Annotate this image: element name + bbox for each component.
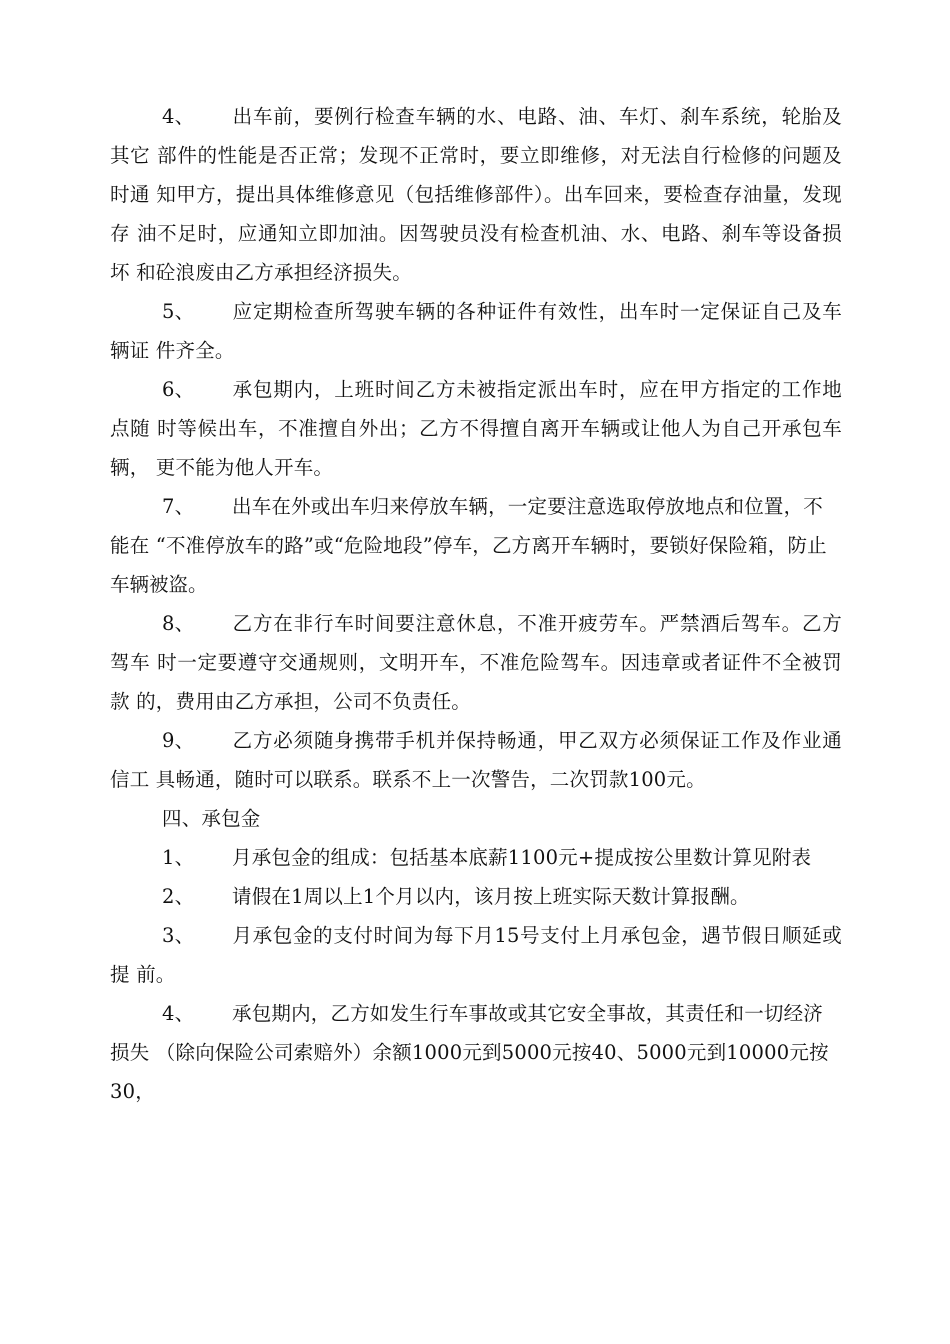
clause-number: 1、 [162, 846, 195, 869]
clause-number: 4、 [162, 105, 195, 128]
clause-text: 承包期内，上班时间乙方未被指定派出车时，应在甲方指定的工作地点随 时等候出车，不准擅自外出；乙方不得擅自离开车辆或让他人为自己开承包车辆， 更不能为他人开车。 [110, 378, 842, 479]
clause-number: 4、 [162, 1002, 195, 1025]
fee-clause-4-paragraph [110, 994, 842, 1111]
clause-8-paragraph [110, 604, 842, 721]
clause-number: 6、 [162, 378, 195, 401]
clause-number: 7、 [162, 495, 195, 518]
clause-text: 承包期内，乙方如发生行车事故或其它安全事故，其责任和一切经济损失 （除向保险公司索赔外）余额1000元到5000元按40、5000元到10000元按30， [110, 1002, 829, 1103]
clause-text: 出车在外或出车归来停放车辆，一定要注意选取停放地点和位置，不能在 “不准停放车的路”或“危险地段”停车，乙方离开车辆时，要锁好保险箱，防止 [110, 495, 827, 557]
clause-text: 应定期检查所驾驶车辆的各种证件有效性，出车时一定保证自己及车辆证 件齐全。 [110, 300, 842, 362]
clause-number: 2、 [162, 885, 195, 908]
clause-number: 9、 [162, 729, 195, 752]
clause-5-paragraph [110, 292, 842, 370]
clause-number: 3、 [162, 924, 195, 947]
clause-text: 乙方必须随身携带手机并保持畅通，甲乙双方必须保证工作及作业通信工 具畅通，随时可以联系。联系不上一次警告，二次罚款100元。 [110, 729, 842, 791]
fee-clause-1-paragraph [110, 838, 842, 877]
fee-clause-3-paragraph [110, 916, 842, 994]
clause-number: 8、 [162, 612, 195, 635]
clause-4-paragraph [110, 97, 842, 292]
section-heading: 四、承包金 [162, 807, 261, 830]
clause-number: 5、 [162, 300, 195, 323]
document-page [110, 97, 842, 1111]
fee-clause-2-paragraph [110, 877, 842, 916]
clause-text: 乙方在非行车时间要注意休息，不准开疲劳车。严禁酒后驾车。乙方驾车 时一定要遵守交通规则，文明开车，不准危险驾车。因违章或者证件不全被罚款 的，费用由乙方承担，公司不负责任。 [110, 612, 842, 713]
clause-7-continuation: 车辆被盗。 [110, 573, 208, 596]
clause-6-paragraph [110, 370, 842, 487]
clause-text: 月承包金的组成：包括基本底薪1100元+提成按公里数计算见附表 [232, 846, 812, 869]
clause-text: 请假在1周以上1个月以内，该月按上班实际天数计算报酬。 [232, 885, 750, 908]
clause-7-paragraph [110, 487, 842, 565]
clause-9-paragraph [110, 721, 842, 799]
clause-text: 出车前，要例行检查车辆的水、电路、油、车灯、刹车系统，轮胎及其它 部件的性能是否正常；发现不正常时，要立即维修，对无法自行检修的问题及时通 知甲方，提出具体维修意见（包括维修部件）。出车回来，要检查存油量，发现存 油不足时，应通知立即加油。因驾驶员没有检查机油、水、电路、刹车等设备损坏 和砼浪废由乙方承担经济损失。 [110, 105, 842, 284]
clause-text: 月承包金的支付时间为每下月15号支付上月承包金，遇节假日顺延或提 前。 [110, 924, 842, 986]
